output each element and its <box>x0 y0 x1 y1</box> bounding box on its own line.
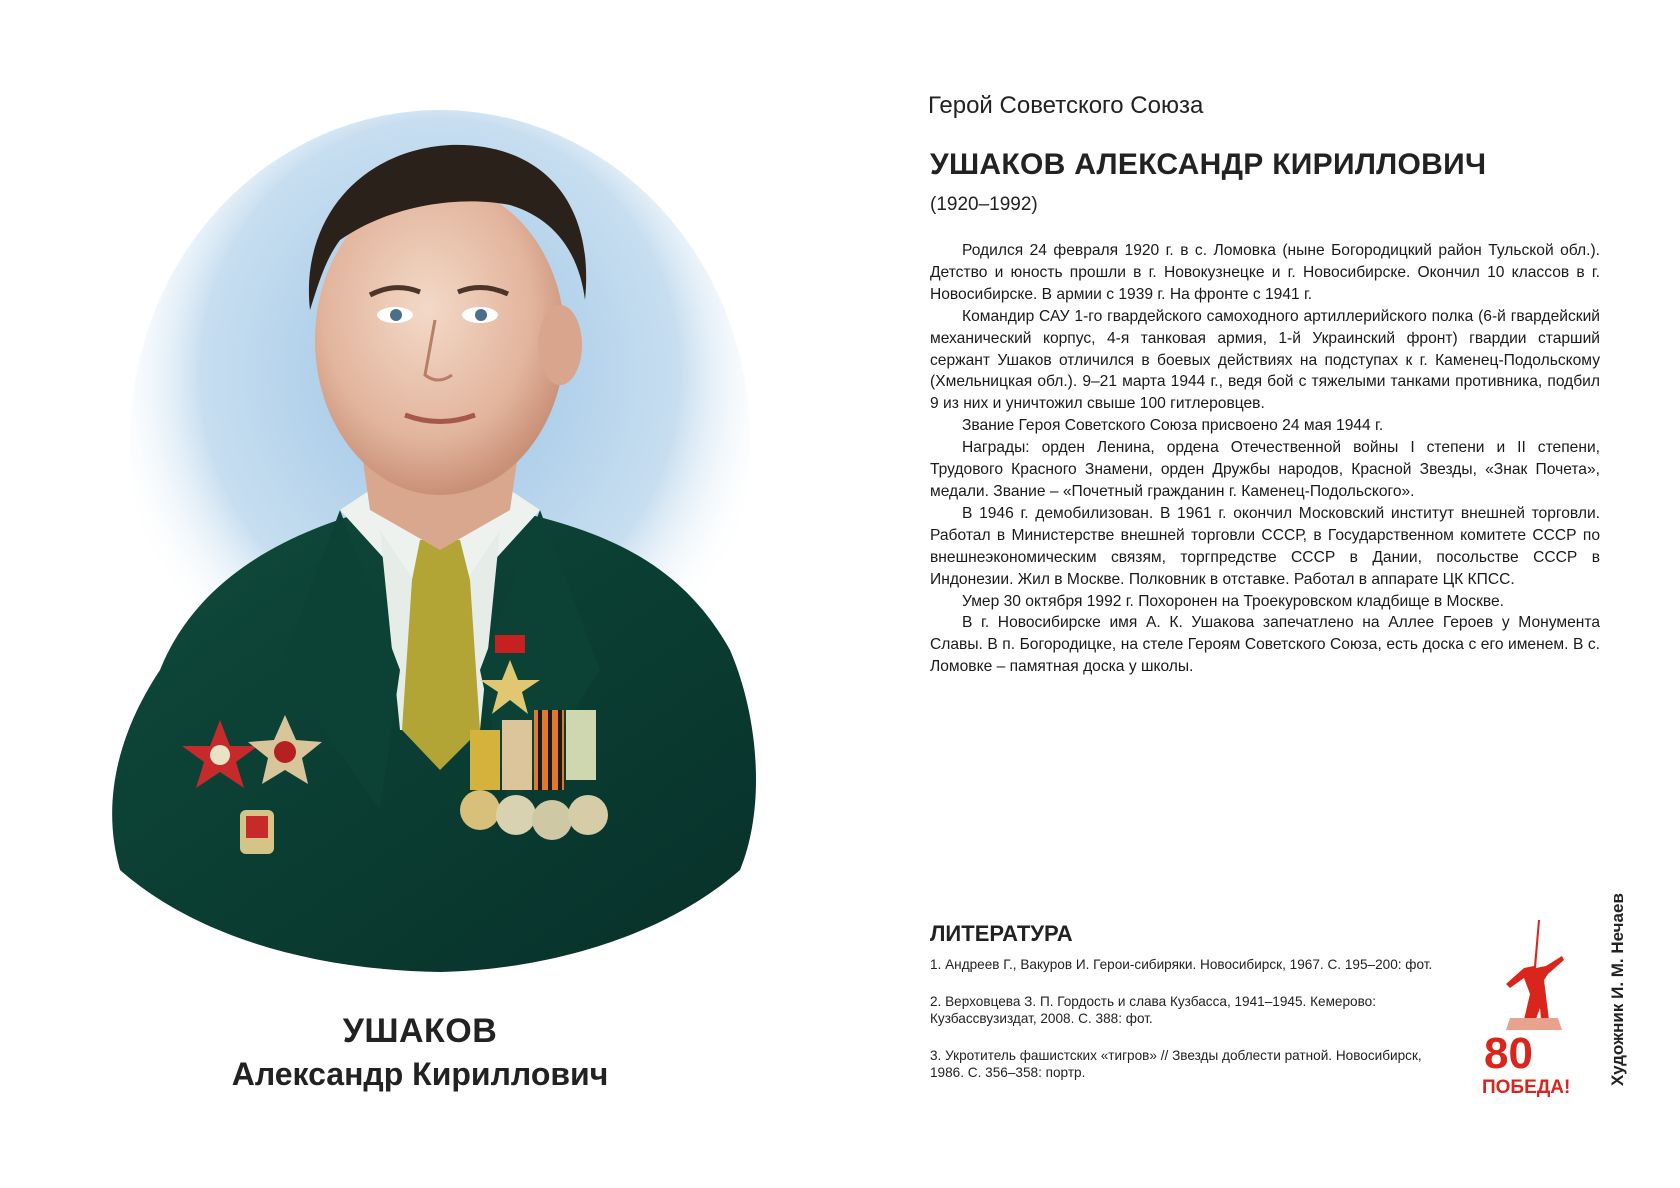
literature-heading: ЛИТЕРАТУРА <box>930 921 1073 946</box>
bio-paragraph: Награды: орден Ленина, ордена Отечественной войны I степени и II степени, Трудового Красного Знамени, орден Дружбы народов, Красной Звезды, «Знак Почета», медали. Звание – «Почетный гражданин г. Каменец-Подольского». <box>930 439 1600 500</box>
life-years: (1920–1992) <box>930 194 1038 215</box>
caption-surname: УШАКОВ <box>342 1012 498 1050</box>
literature-item: 3. Укротитель фашистских «тигров» // Звезды доблести ратной. Новосибирск, 1986. С. 356–358: портр. <box>930 1048 1422 1080</box>
portrait-illustration <box>40 110 840 990</box>
literature-list <box>930 956 1450 1101</box>
motherland-statue-icon <box>1506 920 1564 1030</box>
caption-given-names: Александр Кириллович <box>231 1056 609 1092</box>
full-name-heading: УШАКОВ АЛЕКСАНДР КИРИЛЛОВИЧ <box>930 148 1487 181</box>
emblem-number: 80 <box>1484 1029 1533 1078</box>
bio-paragraph: Звание Героя Советского Союза присвоено 24 мая 1944 г. <box>962 417 1384 435</box>
bio-paragraph: Родился 24 февраля 1920 г. в с. Ломовка (ныне Богородицкий район Тульской обл.). Детство и юность прошли в г. Новокузнецке и г. Новосибирске. Окончил 10 классов в г. Новосибирске. В армии с 1939 г. На фронте с 1941 г. <box>930 242 1600 303</box>
hero-rank-title: Герой Советского Союза <box>928 92 1204 119</box>
artist-credit: Художник И. М. Нечаев <box>1608 893 1627 1086</box>
literature-item: 2. Верховцева З. П. Гордость и слава Кузбасса, 1941–1945. Кемерово: Кузбассвузиздат, 2008. С. 388: фот. <box>930 994 1377 1026</box>
bio-paragraph: В 1946 г. демобилизован. В 1961 г. окончил Московский институт внешней торговли. Работал в Министерстве внешней торговли СССР, в Государственном комитете СССР по внешнеэкономическим связям, торгпредстве СССР в Дании, посольстве СССР в Индонезии. Жил в Москве. Полковник в отставке. Работал в аппарате ЦК КПСС. <box>930 504 1600 588</box>
bio-paragraph: Командир САУ 1-го гвардейского самоходного артиллерийского полка (6-й гвардейский механический корпус, 4-я танковая армия, 1-й Украинский фронт) гвардии старший сержант Ушаков отличился в боевых действиях на подступах к г. Каменец-Подольскому (Хмельницкая обл.). 9–21 марта 1944 г., ведя бой с тяжелыми танками противника, подбил 9 из них и уничтожил свыше 100 гитлеровцев. <box>930 307 1600 413</box>
guards-badge <box>240 810 274 854</box>
bio-paragraph: В г. Новосибирске имя А. К. Ушакова запечатлено на Аллее Героев у Монумента Славы. В п. Богородицке, на стеле Героям Советского Союза, есть доска с его именем. В с. Ломовке – памятная доска у школы. <box>930 614 1600 676</box>
portrait-caption <box>140 1010 700 1096</box>
biography <box>930 240 1600 678</box>
tie <box>402 540 480 770</box>
victory-80-emblem <box>1480 918 1580 1098</box>
literature-item: 1. Андреев Г., Вакуров И. Герои-сибиряки. Новосибирск, 1967. С. 195–200: фот. <box>930 957 1433 972</box>
bio-paragraph: Умер 30 октября 1992 г. Похоронен на Троекуровском кладбище в Москве. <box>962 592 1505 610</box>
emblem-label: ПОБЕДА! <box>1482 1077 1571 1098</box>
ear <box>538 305 582 385</box>
